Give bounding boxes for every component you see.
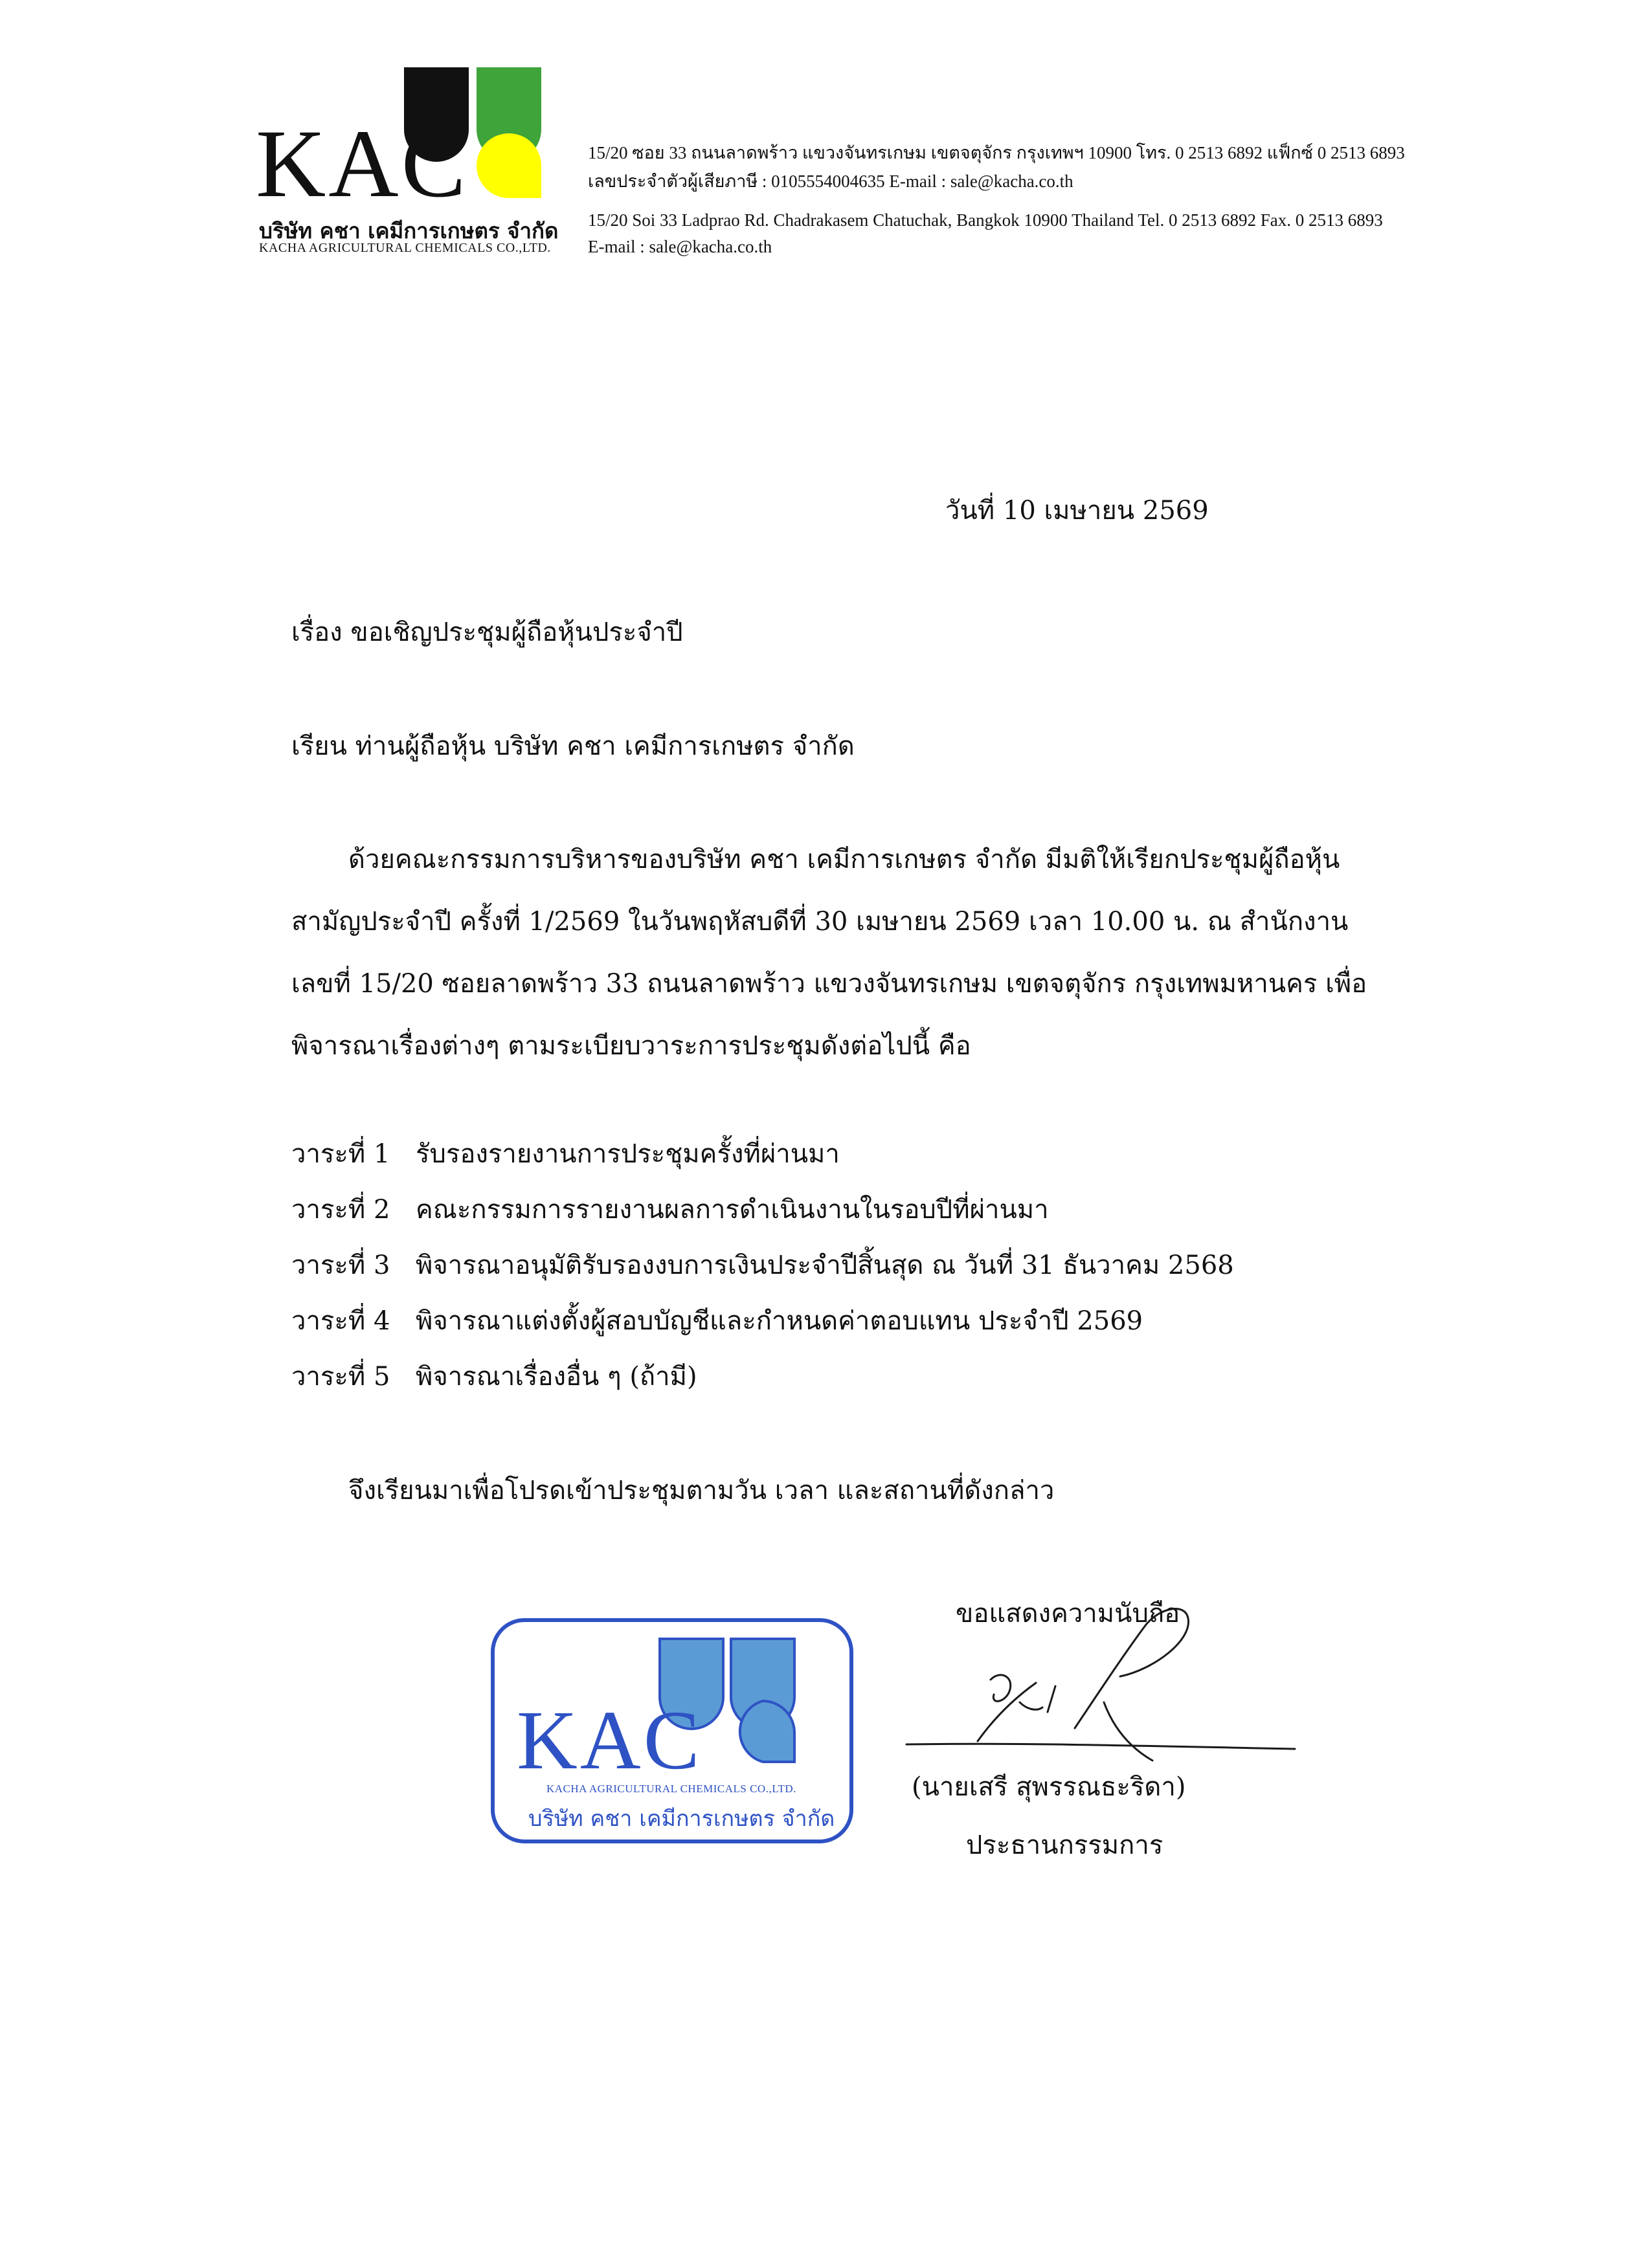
body-line: ด้วยคณะกรรมการบริหารของบริษัท คชา เคมีการเกษตร จำกัด มีมติให้เรียกประชุมผู้ถือหุ้น (348, 845, 1340, 874)
stamp-company-en: KACHA AGRICULTURAL CHEMICALS CO.,LTD. (546, 1783, 796, 1795)
address-th: 15/20 ซอย 33 ถนนลาดพร้าว แขวงจันทรเกษม เขตจตุจักร กรุงเทพฯ 10900 โทร. 0 2513 6892 แฟ็กซ์ 0 2513 6893 (588, 143, 1405, 162)
agenda-number: วาระที่ 5 (291, 1362, 390, 1392)
regards: ขอแสดงความนับถือ (956, 1599, 1180, 1629)
body-line: เลขที่ 15/20 ซอยลาดพร้าว 33 ถนนลาดพร้าว แขวงจันทรเกษม เขตจตุจักร กรุงเทพมหานคร เพื่อ (291, 969, 1367, 999)
agenda-item (291, 1182, 1234, 1238)
agenda-item (291, 1126, 1234, 1182)
letter-subject: เรื่อง ขอเชิญประชุมผู้ถือหุ้นประจำปี (291, 617, 683, 647)
stamp-company-th: บริษัท คชา เคมีการเกษตร จำกัด (528, 1806, 835, 1832)
agenda-list (291, 1126, 1234, 1405)
email-en: E-mail : sale@kacha.co.th (588, 237, 772, 256)
address-en: 15/20 Soi 33 Ladprao Rd. Chadrakasem Chatuchak, Bangkok 10900 Thailand Tel. 0 2513 6892 Fax. 0 2513 6893 (588, 210, 1383, 230)
agenda-text: พิจารณาแต่งตั้งผู้สอบบัญชีและกำหนดค่าตอบแทน ประจำปี 2569 (416, 1306, 1143, 1336)
letter-recipient: เรียน ท่านผู้ถือหุ้น บริษัท คชา เคมีการเกษตร จำกัด (291, 731, 855, 761)
company-name-th: บริษัท คชา เคมีการเกษตร จำกัด (259, 218, 559, 243)
letter-body (291, 828, 1444, 1077)
closing-line: จึงเรียนมาเพื่อโปรดเข้าประชุมตามวัน เวลา และสถานที่ดังกล่าว (348, 1476, 1055, 1506)
agenda-number: วาระที่ 1 (291, 1139, 390, 1169)
signer-name: (นายเสรี สุพรรณธะริดา) (912, 1772, 1186, 1802)
agenda-text: พิจารณาอนุมัติรับรองงบการเงินประจำปีสิ้นสุด ณ วันที่ 31 ธันวาคม 2568 (416, 1251, 1234, 1280)
agenda-number: วาระที่ 3 (291, 1251, 390, 1280)
agenda-number: วาระที่ 4 (291, 1306, 390, 1336)
agenda-number: วาระที่ 2 (291, 1195, 390, 1225)
agenda-text: พิจารณาเรื่องอื่น ๆ (ถ้ามี) (416, 1362, 697, 1392)
stamp-wordmark: KAC (517, 1694, 702, 1787)
agenda-text: รับรองรายงานการประชุมครั้งที่ผ่านมา (416, 1139, 840, 1169)
agenda-item (291, 1349, 1234, 1405)
body-line: พิจารณาเรื่องต่างๆ ตามระเบียบวาระการประชุมดังต่อไปนี้ คือ (291, 1031, 971, 1061)
agenda-text: คณะกรรมการรายงานผลการดำเนินงานในรอบปีที่ผ่านมา (416, 1195, 1049, 1225)
tax-id: เลขประจำตัวผู้เสียภาษี : 0105554004635 E-mail : sale@kacha.co.th (588, 172, 1073, 191)
logo-wordmark: KAC (256, 110, 469, 217)
letter-date: วันที่ 10 เมษายน 2569 (945, 496, 1209, 526)
company-name-en: KACHA AGRICULTURAL CHEMICALS CO.,LTD. (259, 241, 551, 255)
signer-title: ประธานกรรมการ (966, 1830, 1163, 1860)
agenda-item (291, 1238, 1234, 1293)
company-stamp (491, 1618, 853, 1843)
agenda-item (291, 1293, 1234, 1349)
body-line: สามัญประจำปี ครั้งที่ 1/2569 ในวันพฤหัสบดีที่ 30 เมษายน 2569 เวลา 10.00 น. ณ สำนักงาน (291, 907, 1349, 937)
